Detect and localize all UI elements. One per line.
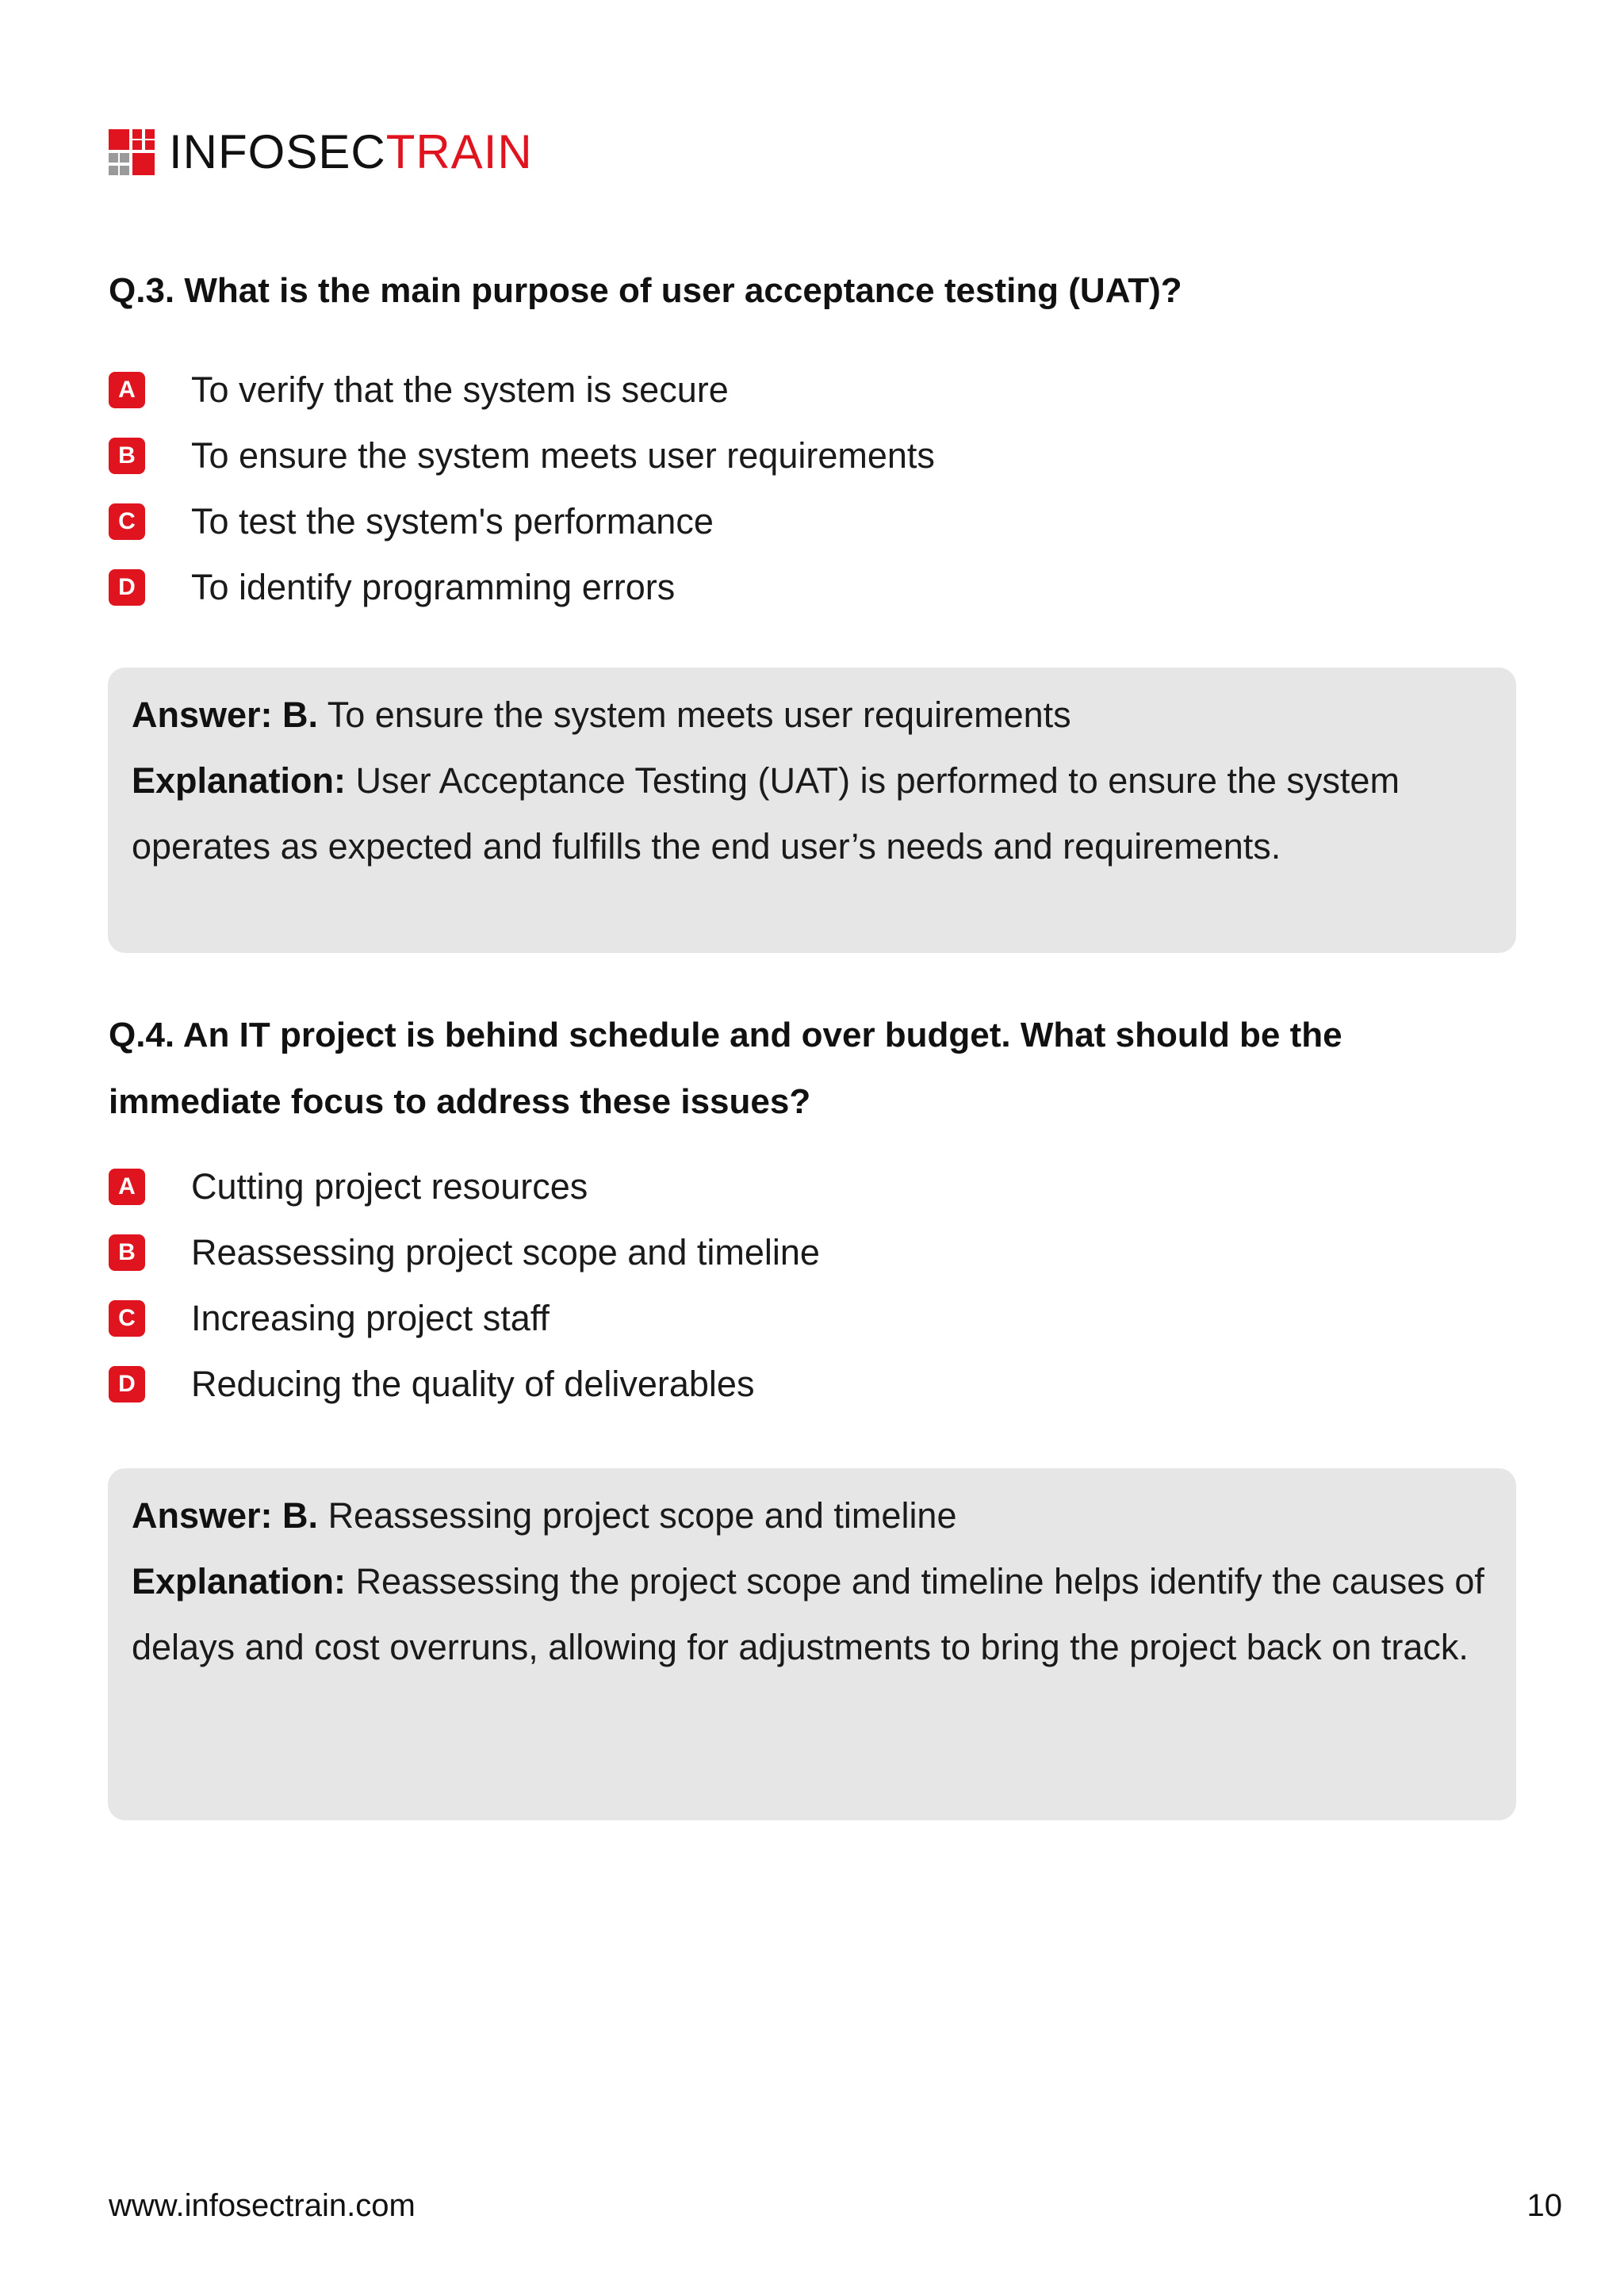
answer-label: Answer: B. bbox=[132, 1495, 319, 1536]
option-d bbox=[109, 554, 935, 620]
explanation-label: Explanation: bbox=[132, 760, 347, 801]
option-text: To identify programming errors bbox=[191, 566, 676, 607]
question-3-options bbox=[109, 357, 935, 620]
answer-line bbox=[132, 1483, 1492, 1548]
answer-label: Answer: B. bbox=[132, 695, 319, 735]
option-a bbox=[109, 357, 935, 423]
answer-box-q4 bbox=[108, 1468, 1516, 1820]
option-badge-d: D bbox=[109, 569, 145, 606]
option-c bbox=[109, 488, 935, 554]
option-text: Reassessing project scope and timeline bbox=[191, 1231, 820, 1272]
logo-wordmark: INFOSECTRAIN bbox=[169, 125, 533, 178]
option-badge-c: C bbox=[109, 1300, 145, 1337]
option-badge-a: A bbox=[109, 372, 145, 408]
logo-mark-icon bbox=[109, 129, 155, 175]
option-text: To ensure the system meets user requirements bbox=[191, 434, 935, 476]
option-badge-c: C bbox=[109, 503, 145, 540]
option-text: Reducing the quality of deliverables bbox=[191, 1363, 755, 1404]
question-3-title: Q.3. What is the main purpose of user acceptance testing (UAT)? bbox=[109, 271, 1182, 310]
option-badge-a: A bbox=[109, 1169, 145, 1205]
answer-line bbox=[132, 682, 1492, 748]
answer-text: Reassessing project scope and timeline bbox=[327, 1495, 957, 1536]
explanation-line bbox=[132, 748, 1492, 879]
option-b bbox=[109, 1219, 820, 1285]
explanation-line bbox=[132, 1548, 1492, 1680]
option-b bbox=[109, 423, 935, 488]
option-a bbox=[109, 1154, 820, 1219]
page-number: 10 bbox=[1526, 2188, 1562, 2223]
option-badge-b: B bbox=[109, 438, 145, 474]
option-c bbox=[109, 1285, 820, 1351]
footer-website-link[interactable]: www.infosectrain.com bbox=[109, 2188, 416, 2223]
explanation-text: Reassessing the project scope and timeline helps identify the causes of delays and cost overruns, allowing for adjustments to bring the project back on track. bbox=[132, 1561, 1484, 1667]
question-4-title: Q.4. An IT project is behind schedule and over budget. What should be the immediate focus to address these issues? bbox=[109, 1016, 1342, 1121]
explanation-label: Explanation: bbox=[132, 1561, 347, 1601]
question-4-options bbox=[109, 1154, 820, 1417]
option-text: Increasing project staff bbox=[191, 1297, 550, 1338]
option-badge-b: B bbox=[109, 1234, 145, 1271]
option-text: To verify that the system is secure bbox=[191, 369, 729, 410]
option-badge-d: D bbox=[109, 1366, 145, 1402]
answer-text: To ensure the system meets user requirements bbox=[327, 695, 1071, 735]
explanation-text: User Acceptance Testing (UAT) is performed to ensure the system operates as expected and fulfills the end user’s needs and requirements. bbox=[132, 760, 1400, 867]
option-text: To test the system's performance bbox=[191, 500, 714, 541]
option-d bbox=[109, 1351, 820, 1417]
answer-box-q3 bbox=[108, 668, 1516, 953]
option-text: Cutting project resources bbox=[191, 1165, 588, 1207]
brand-logo bbox=[109, 127, 533, 178]
